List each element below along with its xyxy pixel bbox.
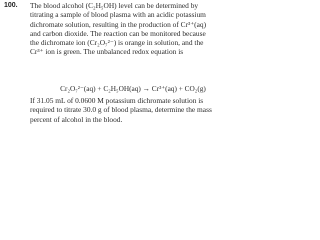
problem-question <box>30 96 258 124</box>
question-line: If 31.05 mL of 0.0600 M potassium dichromate solution is <box>30 96 204 105</box>
problem-description <box>30 1 258 57</box>
description-line: and carbon dioxide. The reaction can be monitored because <box>30 28 206 38</box>
question-line: required to titrate 30.0 g of blood plasma, determine the mass <box>30 105 212 115</box>
description-line: titrating a sample of blood plasma with an acidic potassium <box>30 10 206 20</box>
description-line: the dichromate ion (Cr₂O₇²⁻) is orange in solution, and the <box>30 38 204 48</box>
question-line: percent of alcohol in the blood. <box>30 114 123 124</box>
redox-equation: Cr₂O₇²⁻(aq) + C₂H₅OH(aq) → Cr³⁺(aq) + CO₂(g) <box>60 84 206 93</box>
textbook-problem <box>0 0 266 141</box>
problem-number: 100. <box>4 2 18 9</box>
description-line: Cr³⁺ ion is green. The unbalanced redox equation is <box>30 47 184 57</box>
description-line: dichromate solution, resulting in the production of Cr³⁺(aq) <box>30 19 207 29</box>
description-line: The blood alcohol (C₂H₅OH) level can be determined by <box>30 1 199 10</box>
